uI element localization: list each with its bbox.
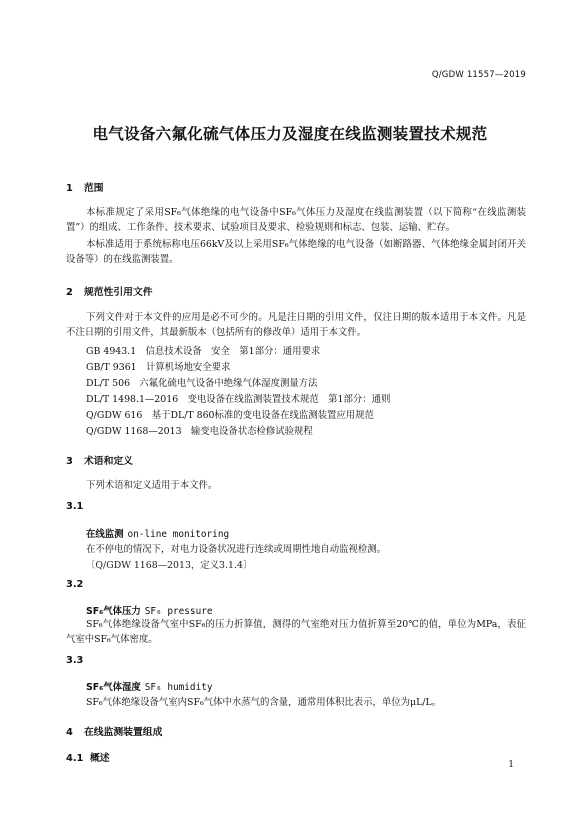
subsection-number: 4.1 — [66, 753, 84, 764]
term-title-sf6-pressure — [86, 603, 213, 617]
term-definition: 在不停电的情况下，对电力设备状况进行连续或周期性地自动监视检测。 — [86, 544, 387, 555]
term-number-3-3: 3.3 — [66, 655, 84, 666]
scope-paragraph-2: 本标准适用于系统标称电压66kV及以上采用SF₆气体绝缘的电气设备（如断路器、气体绝缘金属封闭开关设备等）的在线监测装置。 — [66, 239, 526, 265]
document-code: Q/GDW 11557—2019 — [431, 70, 526, 80]
term-en: SF₆ humidity — [144, 682, 213, 693]
terms-intro: 下列术语和定义适用于本文件。 — [86, 480, 218, 491]
section-heading-1 — [66, 180, 104, 194]
term-en: on-line monitoring — [127, 529, 230, 540]
section-title: 在线监测装置组成 — [84, 727, 163, 738]
reference-item: GB 4943.1 信息技术设备 安全 第1部分：通用要求 — [86, 346, 321, 357]
reference-item: Q/GDW 1168—2013 输变电设备状态检修试验规程 — [86, 426, 313, 437]
subsection-heading-4-1 — [66, 750, 110, 764]
section-heading-3 — [66, 453, 133, 467]
references-intro: 下列文件对于本文件的应用是必不可少的。凡是注日期的引用文件，仅注日期的版本适用于本文件。凡是不注日期的引用文件，其最新版本（包括所有的修改单）适用于本文件。 — [66, 312, 526, 338]
term-zh: 在线监测 — [86, 529, 124, 540]
section-number: 1 — [66, 183, 73, 194]
term-definition: SF₆气体绝缘设备气室中SF₆的压力折算值，测得的气室绝对压力值折算至20℃的值，单位为MPa，表征气室中SF₆气体密度。 — [66, 619, 526, 645]
term-source: 〔Q/GDW 1168—2013，定义3.1.4〕 — [86, 560, 253, 571]
scope-paragraph-1: 本标准规定了采用SF₆气体绝缘的电气设备中SF₆气体压力及湿度在线监测装置（以下简称“在线监测装置”）的组成、工作条件、技术要求、试验项目及要求、检验规则和标志、包装、运输、贮存。 — [66, 207, 526, 233]
term-en: SF₆ pressure — [144, 606, 213, 617]
section-number: 4 — [66, 727, 73, 738]
section-title: 术语和定义 — [84, 456, 133, 467]
section-title: 规范性引用文件 — [84, 287, 153, 298]
reference-item: Q/GDW 616 基于DL/T 860标准的变电设备在线监测装置应用规范 — [86, 410, 374, 421]
reference-item: GB/T 9361 计算机场地安全要求 — [86, 362, 231, 373]
section-heading-4 — [66, 724, 162, 738]
term-number-3-1: 3.1 — [66, 501, 84, 512]
section-number: 3 — [66, 456, 73, 467]
subsection-title: 概述 — [90, 753, 110, 764]
document-title: 电气设备六氟化硫气体压力及湿度在线监测装置技术规范 — [92, 125, 488, 143]
term-number-3-2: 3.2 — [66, 579, 84, 590]
term-definition: SF₆气体绝缘设备气室内SF₆气体中水蒸气的含量，通常用体积比表示，单位为μL/L。 — [86, 697, 442, 708]
section-number: 2 — [66, 287, 73, 298]
term-zh: SF₆气体湿度 — [86, 682, 141, 693]
term-zh: SF₆气体压力 — [86, 606, 141, 617]
reference-item: DL/T 1498.1—2016 变电设备在线监测装置技术规范 第1部分：通则 — [86, 394, 391, 405]
term-title-on-line-monitoring — [86, 526, 229, 540]
reference-item: DL/T 506 六氟化硫电气设备中绝缘气体湿度测量方法 — [86, 378, 318, 389]
section-heading-2 — [66, 284, 153, 298]
term-title-sf6-humidity — [86, 679, 213, 693]
page-number: 1 — [508, 760, 514, 770]
section-title: 范围 — [84, 183, 104, 194]
